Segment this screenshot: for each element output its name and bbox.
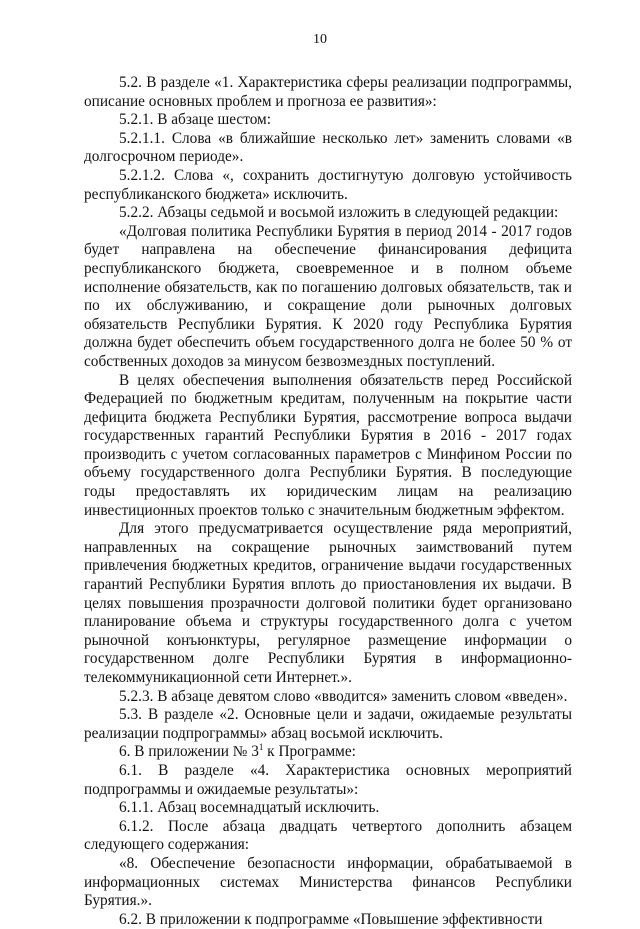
paragraph-6 xyxy=(84,743,572,762)
paragraph-5-2-3: 5.2.3. В абзаце девятом слово «вводится» заменить словом «введен». xyxy=(119,687,568,705)
paragraph-6-text-after: к Программе: xyxy=(263,743,356,761)
paragraph-6-2: 6.2. В приложении к подпрограмме «Повышение эффективности xyxy=(119,910,543,928)
paragraph-6-1-2: 6.1.2. После абзаца двадцать четвертого дополнить абзацем следующего содержания: xyxy=(84,817,572,854)
paragraph-item-8: «8. Обеспечение безопасности информации, обрабатываемой в информационных системах Министерства финансов Республики Бурятия.». xyxy=(84,854,572,910)
paragraph-5-2-1: 5.2.1. В абзаце шестом: xyxy=(119,111,271,129)
paragraph-6-1-1: 6.1.1. Абзац восемнадцатый исключить. xyxy=(119,799,380,817)
superscript: 1 xyxy=(258,742,264,753)
paragraph-5-2-1-2: 5.2.1.2. Слова «, сохранить достигнутую долговую устойчивость республиканского бюджета» исключить. xyxy=(84,166,572,203)
page-number: 10 xyxy=(313,32,327,47)
paragraph-5-2: 5.2. В разделе «1. Характеристика сферы реализации подпрограммы, описание основных проблем и прогноза ее развития»: xyxy=(84,74,572,110)
paragraph-measures: Для этого предусматривается осуществление ряда мероприятий, направленных на сокращение рыночных заимствований путем привлечения бюджетных кредитов, ограничение выдачи государственных гарантий Республики Бурятия вплоть до приостановления их выдачи. В целях повышения прозрачности долговой политики будет организовано планирование объема и структуры государственного долга с учетом рыночной конъюнктуры, регулярное размещение информации о государственном долге Республики Бурятия в информационно-телекоммуникационной сети Интернет.». xyxy=(84,520,572,686)
paragraph-5-2-2: 5.2.2. Абзацы седьмой и восьмой изложить в следующей редакции: xyxy=(119,204,559,222)
paragraph-5-2-1-1: 5.2.1.1. Слова «в ближайшие несколько лет» заменить словами «в долгосрочном периоде». xyxy=(84,129,572,166)
paragraph-5-3: 5.3. В разделе «2. Основные цели и задачи, ожидаемые результаты реализации подпрограммы» абзац восьмой исключить. xyxy=(84,706,572,742)
document-body xyxy=(84,74,572,929)
paragraph-6-text: 6. В приложении № 3 xyxy=(119,743,259,761)
paragraph-6-1: 6.1. В разделе «4. Характеристика основных мероприятий подпрограммы и ожидаемые результаты»: xyxy=(84,761,572,798)
paragraph-obligations: В целях обеспечения выполнения обязательств перед Российской Федерацией по бюджетным кредитам, полученным на покрытие части дефицита бюджета Республики Бурятия, рассмотрение вопроса выдачи государственных гарантий Республики Бурятия в 2016 - 2017 годах производить с учетом согласованных параметров с Минфином России по объему государственного долга Республики Бурятия. В последующие годы предоставлять их юридическим лицам на реализацию инвестиционных проектов только с значительным бюджетным эффектом. xyxy=(84,371,572,519)
paragraph-debt-policy: «Долговая политика Республики Бурятия в период 2014 - 2017 годов будет направлена на обеспечение финансирования дефицита республиканского бюджета, своевременное и в полном объеме исполнение обязательств, как по погашению долговых обязательств, так и по их обслуживанию, и сокращение доли рыночных долговых обязательств Республики Бурятия. К 2020 году Республика Бурятия должна будет обеспечить объем государственного долга не более 50 % от собственных доходов за минусом безвозмездных поступлений. xyxy=(84,222,572,370)
